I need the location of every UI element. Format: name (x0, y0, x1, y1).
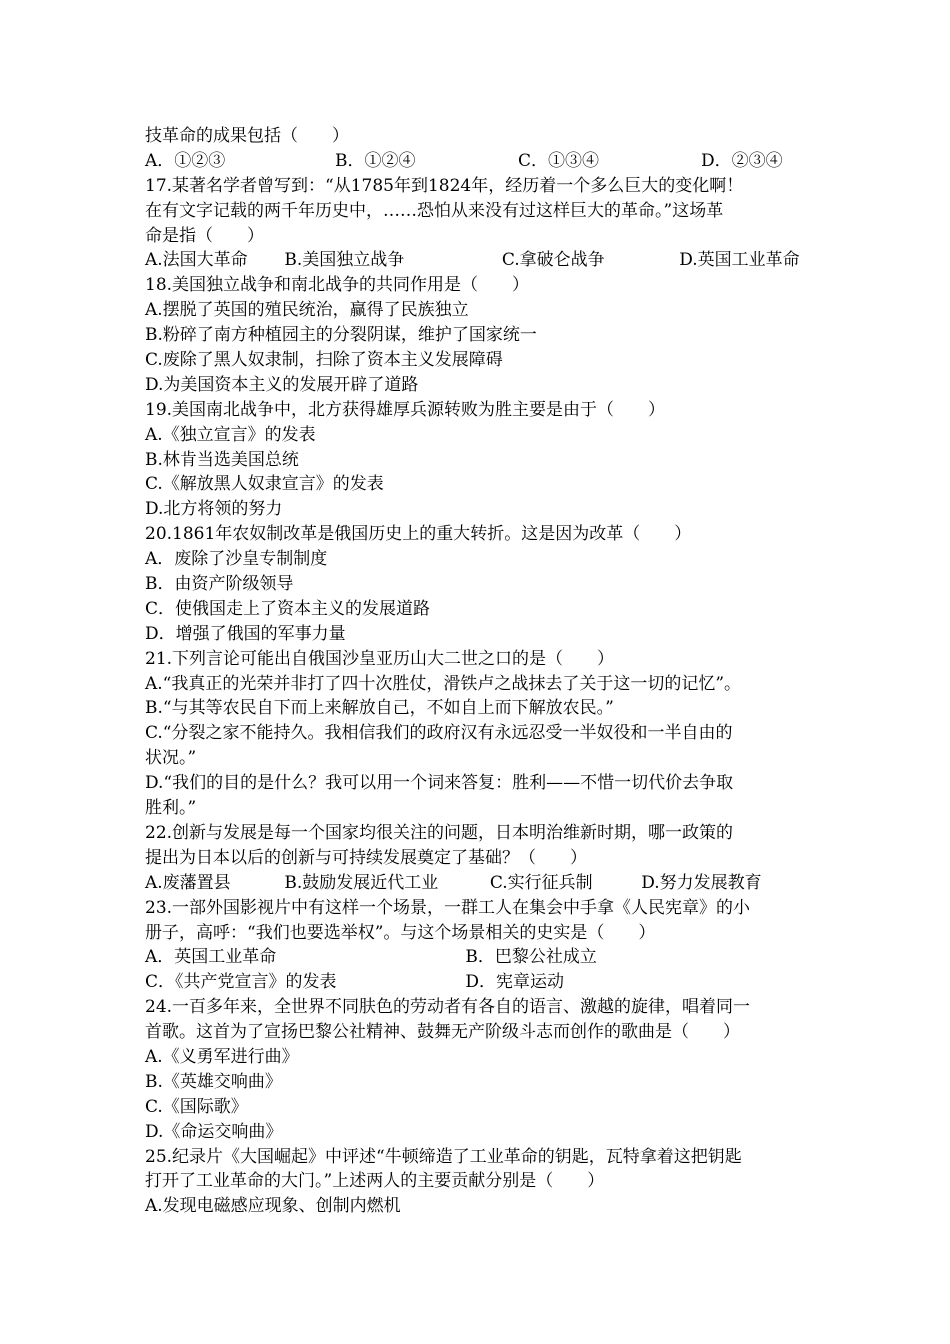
q18-stem: 18.美国独立战争和南北战争的共同作用是（ ） (145, 275, 530, 296)
q24-stem-2: 首歌。这首为了宣扬巴黎公社精神、鼓舞无产阶级斗志而创作的歌曲是（ ） (145, 1022, 740, 1043)
q22-stem-2: 提出为日本以后的创新与可持续发展奠定了基础？（ ） (145, 847, 587, 868)
q23-option-c: C．《共产党宣言》的发表 (145, 972, 337, 993)
q22-option-c: C.实行征兵制 (489, 872, 593, 893)
q16-option-d: D．②③④ (701, 150, 783, 171)
q23-option-a: A．英国工业革命 (145, 947, 277, 968)
q17-option-c: C.拿破仑战争 (501, 250, 605, 271)
q20-option-b: B．由资产阶级领导 (145, 574, 294, 595)
q18-option-d: D.为美国资本主义的发展开辟了道路 (145, 374, 419, 395)
q17-stem-3: 命是指（ ） (145, 225, 264, 246)
q17-stem-2: 在有文字记载的两千年历史中，……恐怕从来没有过这样巨大的革命。”这场革 (145, 200, 724, 221)
q22-stem-1: 22.创新与发展是每一个国家均很关注的问题，日本明治维新时期，哪一政策的 (145, 822, 734, 843)
q20-option-c: C．使俄国走上了资本主义的发展道路 (145, 598, 431, 619)
q17-option-d: D.英国工业革命 (679, 250, 800, 271)
q16-stem-end: 技革命的成果包括（ ） (145, 126, 349, 146)
q25-option-a: A.发现电磁感应现象、创制内燃机 (145, 1196, 401, 1217)
q20-option-a: A．废除了沙皇专制制度 (145, 549, 328, 570)
q25-stem-1: 25.纪录片《大国崛起》中评述“牛顿缔造了工业革命的钥匙，瓦特拿着这把钥匙 (145, 1146, 742, 1167)
q24-stem-1: 24.一百多年来，全世界不同肤色的劳动者有各自的语言、激越的旋律，唱着同一 (145, 997, 751, 1018)
q21-stem: 21.下列言论可能出自俄国沙皇亚历山大二世之口的是（ ） (145, 648, 615, 669)
q24-option-d: D.《命运交响曲》 (145, 1121, 283, 1142)
q20-stem: 20.1861年农奴制改革是俄国历史上的重大转折。这是因为改革（ ） (145, 524, 692, 545)
q21-option-d-2: 胜利。” (145, 798, 197, 819)
q22-options (145, 871, 815, 896)
q25-stem-2: 打开了工业革命的大门。”上述两人的主要贡献分别是（ ） (145, 1171, 605, 1192)
q22-option-b: B.鼓励发展近代工业 (284, 872, 439, 893)
q21-option-c-2: 状况。” (145, 748, 197, 769)
q17-option-b: B.美国独立战争 (284, 250, 405, 271)
q23-options-ab (145, 945, 815, 970)
q19-option-c: C.《解放黑人奴隶宣言》的发表 (145, 474, 384, 495)
q22-option-a: A.废藩置县 (145, 872, 231, 893)
q17-option-a: A.法国大革命 (145, 250, 248, 271)
q23-option-d: D．宪章运动 (465, 972, 565, 993)
q17-stem-1: 17.某著名学者曾写到：“从1785年到1824年，经历着一个多么巨大的变化啊！ (145, 175, 744, 196)
q24-option-b: B.《英雄交响曲》 (145, 1071, 282, 1092)
q21-option-b: B.“与其等农民自下而上来解放自己，不如自上而下解放农民。” (145, 698, 614, 719)
q21-option-a: A.“我真正的光荣并非打了四十次胜仗，滑铁卢之战抹去了关于这一切的记忆”。 (145, 673, 742, 694)
q19-stem: 19.美国南北战争中，北方获得雄厚兵源转败为胜主要是由于（ ） (145, 399, 666, 420)
q23-stem-2: 册子，高呼：“我们也要选举权”。与这个场景相关的史实是（ ） (145, 922, 656, 943)
q17-options (145, 248, 815, 273)
q18-option-a: A.摆脱了英国的殖民统治，赢得了民族独立 (145, 300, 469, 321)
q23-options-cd (145, 970, 815, 995)
q16-options (145, 149, 815, 174)
q20-option-d: D．增强了俄国的军事力量 (145, 623, 346, 644)
q24-option-c: C.《国际歌》 (145, 1096, 248, 1117)
q22-option-d: D.努力发展教育 (641, 872, 762, 893)
q23-stem-1: 23.一部外国影视片中有这样一个场景，一群工人在集会中手拿《人民宪章》的小 (145, 897, 751, 918)
q16-option-c: C．①③④ (518, 150, 600, 171)
q18-option-b: B.粉碎了南方种植园主的分裂阴谋，维护了国家统一 (145, 325, 537, 346)
q16-option-a: A．①②③ (145, 150, 226, 171)
q19-option-b: B.林肯当选美国总统 (145, 449, 299, 470)
q21-option-d-1: D.“我们的目的是什么？我可以用一个词来答复：胜利——不惜一切代价去争取 (145, 773, 734, 794)
q21-option-c-1: C.“分裂之家不能持久。我相信我们的政府汉有永远忍受一半奴役和一半自由的 (145, 723, 733, 744)
q19-option-d: D.北方将领的努力 (145, 499, 283, 520)
question-text-block (145, 124, 815, 1219)
q24-option-a: A.《义勇军进行曲》 (145, 1046, 299, 1067)
q16-option-b: B．①②④ (335, 150, 416, 171)
q23-option-b: B．巴黎公社成立 (465, 947, 597, 968)
q18-option-c: C.废除了黑人奴隶制，扫除了资本主义发展障碍 (145, 350, 503, 371)
q19-option-a: A.《独立宣言》的发表 (145, 424, 316, 445)
